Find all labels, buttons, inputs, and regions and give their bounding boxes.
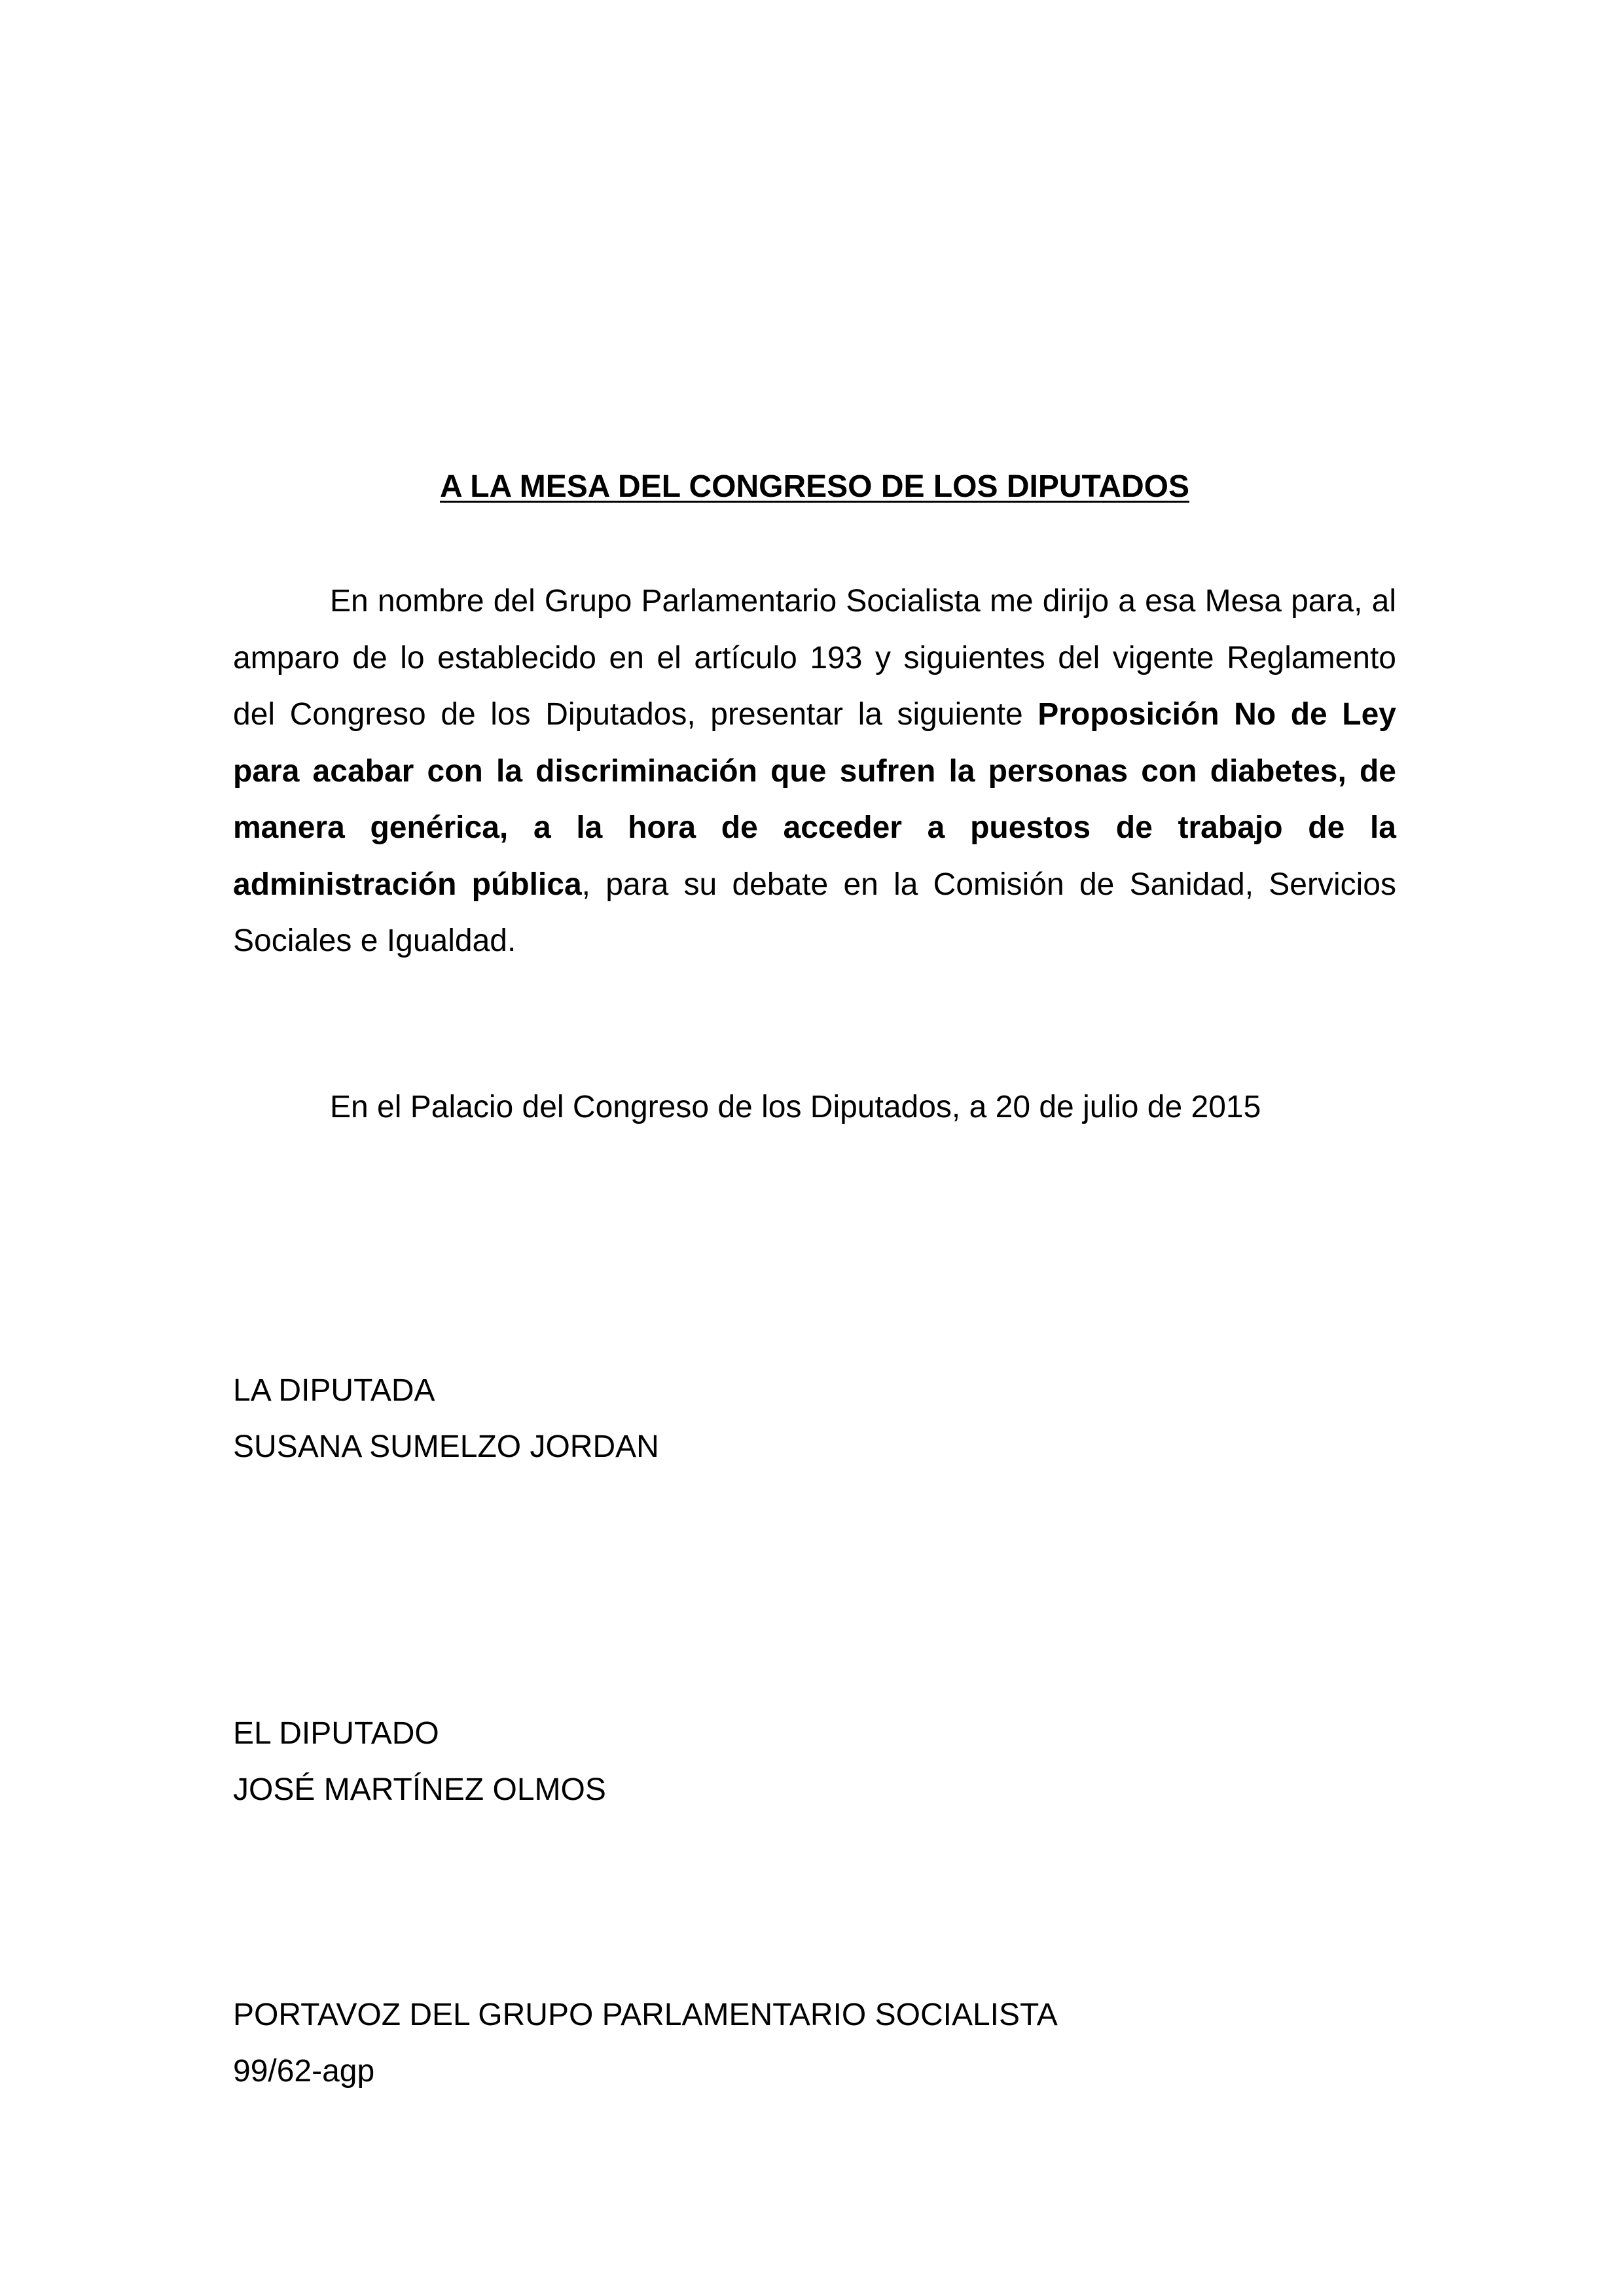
signatory-name: JOSÉ MARTÍNEZ OLMOS xyxy=(233,1772,606,1807)
signatory-role: EL DIPUTADO xyxy=(233,1716,439,1751)
body-intro: En nombre del Grupo Parlamentario Socialista me dirijo a esa Mesa para, al amparo de lo establecido en el artículo 193 y siguientes del vigente Reglamento del Congreso de los Diputados, presentar la siguiente xyxy=(233,584,1396,732)
signatory-role: LA DIPUTADA xyxy=(233,1373,435,1408)
body-closing: , para su debate en la Comisión de Sanidad, Servicios Sociales e Igualdad. xyxy=(233,867,1396,958)
document-title: A LA MESA DEL CONGRESO DE LOS DIPUTADOS xyxy=(440,469,1189,504)
signatory-role: PORTAVOZ DEL GRUPO PARLAMENTARIO SOCIALISTA xyxy=(233,1998,1058,2032)
signature-block-3 xyxy=(233,1987,1058,2100)
date-line: En el Palacio del Congreso de los Diputados, a 20 de julio de 2015 xyxy=(330,1090,1261,1124)
document-reference: 99/62-agp xyxy=(233,2054,375,2089)
signature-block-2 xyxy=(233,1706,606,1818)
signatory-name: SUSANA SUMELZO JORDAN xyxy=(233,1429,659,1464)
body-bold-subject: Proposición No de Ley para acabar con la discriminación que sufren la personas con diabetes, de manera genérica, a la hora de acceder a puestos de trabajo de la administración pública xyxy=(233,697,1397,902)
body-paragraph xyxy=(233,573,1396,970)
signature-block-1 xyxy=(233,1363,659,1475)
